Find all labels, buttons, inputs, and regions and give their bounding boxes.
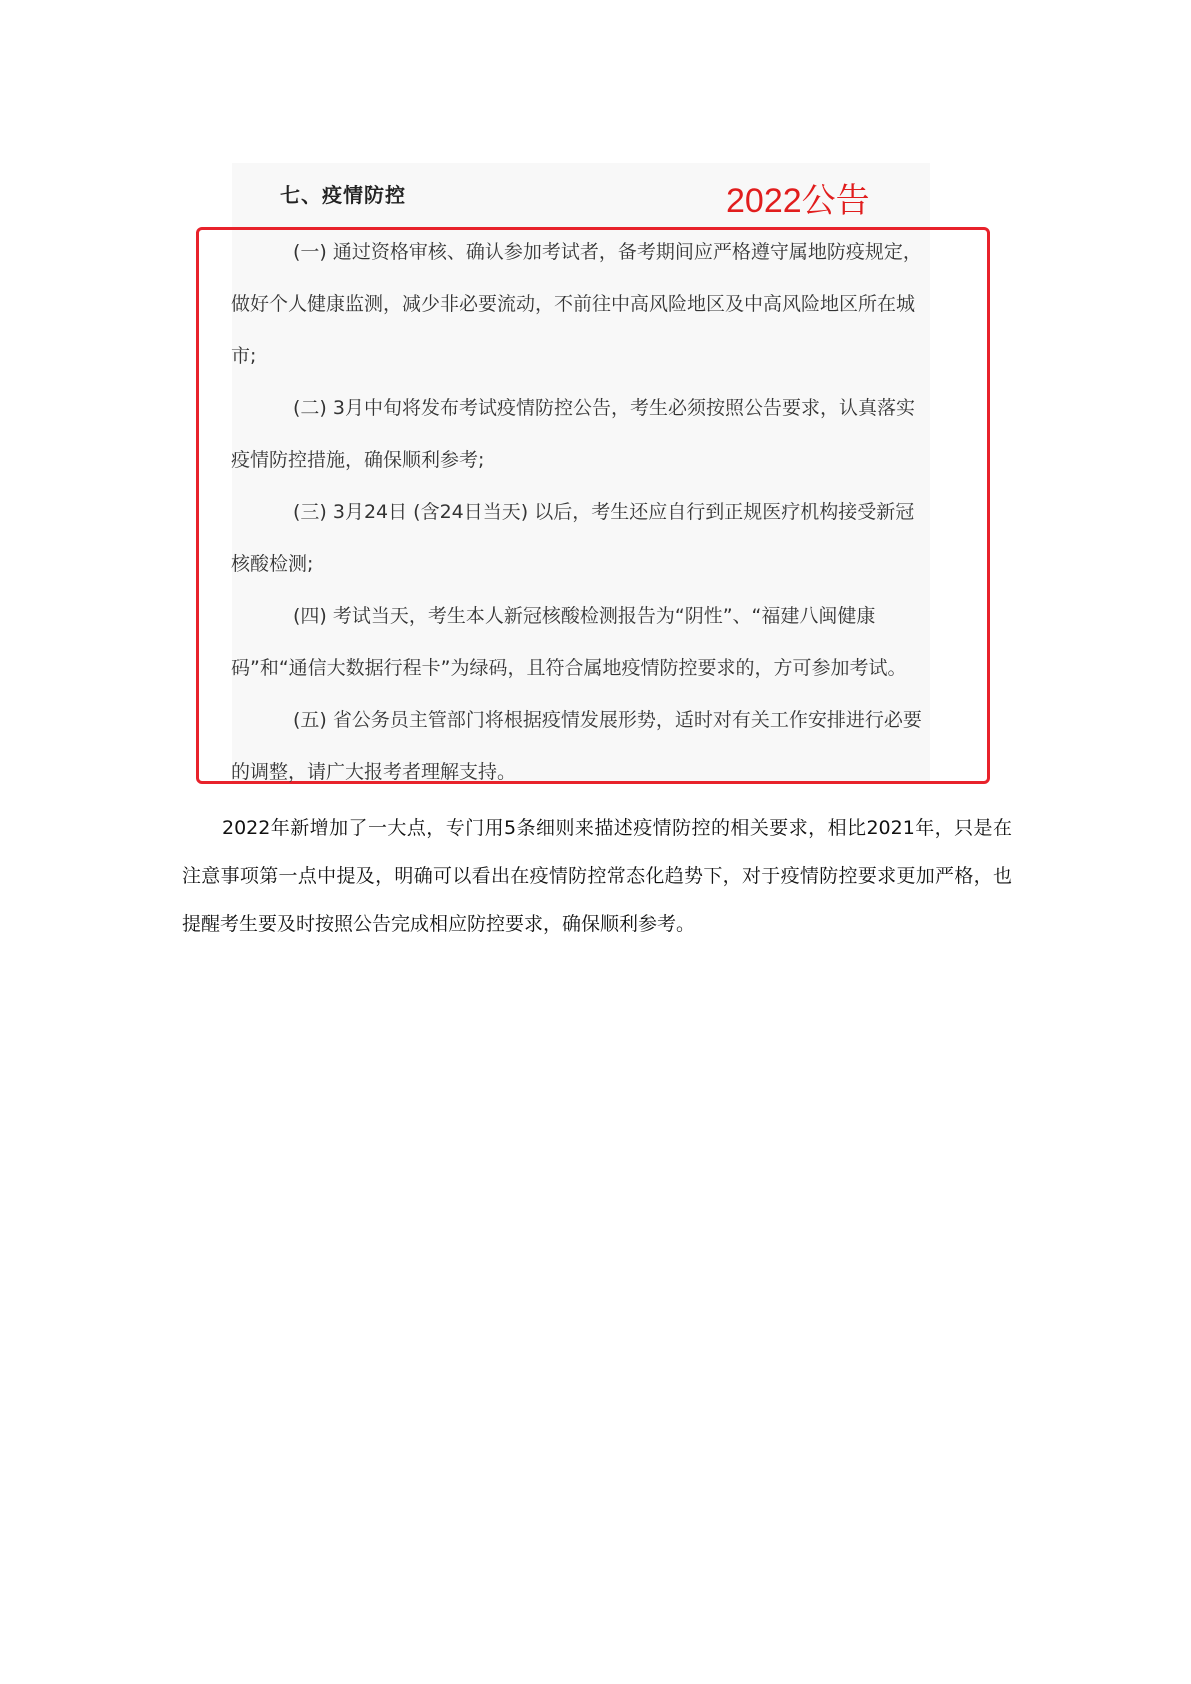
list-item: (四) 考试当天，考生本人新冠核酸检测报告为“阴性”、“福建八闽健康码”和“通信大数据行程卡”为绿码，且符合属地疫情防控要求的，方可参加考试。 [231,605,907,679]
requirements-list [231,226,931,798]
list-item: (一) 通过资格审核、确认参加考试者，备考期间应严格遵守属地防疫规定，做好个人健康监测，减少非必要流动，不前往中高风险地区及中高风险地区所在城市; [231,241,922,367]
year-annotation-label: 2022公告 [726,182,870,220]
list-item: (二) 3月中旬将发布考试疫情防控公告，考生必须按照公告要求，认真落实疫情防控措施，确保顺利参考; [231,397,915,471]
list-item: (五) 省公务员主管部门将根据疫情发展形势，适时对有关工作安排进行必要的调整，请广大报考者理解支持。 [231,709,922,783]
section-heading: 七、疫情防控 [280,183,406,207]
body-paragraph: 2022年新增加了一大点，专门用5条细则来描述疫情防控的相关要求，相比2021年，只是在注意事项第一点中提及，明确可以看出在疫情防控常态化趋势下，对于疫情防控要求更加严格，也提醒考生要及时按照公告完成相应防控要求，确保顺利参考。 [182,817,1012,935]
list-item: (三) 3月24日 (含24日当天) 以后，考生还应自行到正规医疗机构接受新冠核酸检测; [231,501,915,575]
